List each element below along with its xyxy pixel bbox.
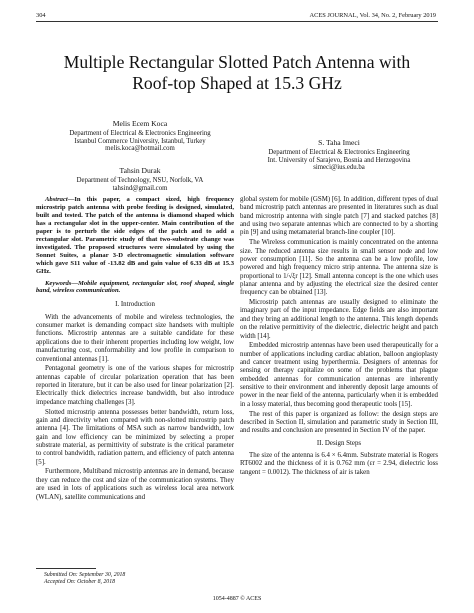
title-line-1: Multiple Rectangular Slotted Patch Antenna with bbox=[63, 52, 411, 72]
paragraph: Microstrip patch antennas are usually designed to eliminate the imaginary part of the input impedance. Edge fields are also important and they bring an additional length to the antenna. This length depends on the relative permittivity of the dielectric, dielectric height and patch width [14]. bbox=[240, 299, 438, 340]
footnote bbox=[44, 572, 125, 586]
left-column bbox=[36, 196, 234, 503]
page-number: 304 bbox=[36, 12, 46, 19]
footnote-divider bbox=[36, 568, 96, 569]
journal-header: ACES JOURNAL, Vol. 34, No. 2, February 2019 bbox=[309, 12, 436, 19]
author-affiliation: Istanbul Commerce University, Istanbul, Turkey bbox=[74, 137, 206, 145]
section-heading-introduction: I. Introduction bbox=[115, 301, 155, 309]
paragraph: Furthermore, Multiband microstrip antennas are in demand, because they can reduce the cost and size of the communication systems. They are used in lots of applications such as wireless local area network (WLAN), satellite communications and bbox=[36, 468, 234, 501]
abstract-label: Abstract bbox=[45, 196, 68, 203]
author-affiliation: Int. University of Sarajevo, Bosnia and Herzegovina bbox=[267, 156, 411, 164]
author-email: melis.koca@hotmail.com bbox=[105, 145, 175, 153]
paragraph: The size of the antenna is 6.4 × 6.4mm. Substrate material is Rogers RT6002 and the thickness of it is 0.762 mm (εr = 2.94, dielectric loss tangent = 0.0012). The thickness of air is taken bbox=[240, 451, 438, 476]
paragraph: global system for mobile (GSM) [6]. In addition, different types of dual band microstrip patch antennas are presented in literatures such as dual band microstrip antenna with single patch [7] and stacked patches [8] and using two separate antennas which are connected to by a shorting pin [9] and using metamaterial branch-line coupler [10]. bbox=[240, 196, 438, 237]
author-name: Tahsin Durak bbox=[119, 166, 161, 175]
author-block-1 bbox=[40, 120, 240, 153]
author-affiliation: Department of Technology, NSU, Norfolk, VA bbox=[76, 176, 204, 184]
author-name: S. Taha Imeci bbox=[318, 138, 360, 147]
copyright-footer: 1054-4887 © ACES bbox=[212, 596, 262, 602]
paper-title bbox=[40, 52, 434, 94]
author-email: simeci@ius.edu.ba bbox=[313, 164, 365, 172]
abstract-text: —In this paper, a compact sized, high frequency microstrip patch antenna with probe feeding is designed, simulated, built and tested. The patch of the antenna is diamond shaped which has a rectangular slot in the upper-center. Main contribution of the paper is to perturb the side edges of the patch and to add a rectangular slot. Parametric study of that two-substrate change was investigated. The proposed structures were simulated by using the Sonnet Suites, a planar 3-D electromagnetic simulation software which gave S11 value of -13.82 dB and gain value of 6.33 dB at 15.3 GHz. bbox=[36, 196, 234, 275]
author-affiliation: Department of Electrical & Electronics Engineering bbox=[69, 129, 211, 137]
submitted-date: Submitted On: September 30, 2018 bbox=[44, 572, 126, 578]
right-column bbox=[240, 196, 438, 479]
title-line-2: Roof-top Shaped at 15.3 GHz bbox=[132, 72, 342, 93]
section-heading-design-steps: II. Design Steps bbox=[316, 439, 362, 447]
paragraph: With the advancements of mobile and wireless technologies, the consumer market is demanding compact size handsets with multiple functions. Microstrip antennas are a suitable candidate for these applications due to their inherent properties including low weight, low manufacturing cost, conformability and low profile in comparison to conventional antennas [1]. bbox=[36, 313, 234, 363]
paragraph: Slotted microstrip antenna possesses better bandwidth, return loss, gain and directivity when compared with non-slotted microstrip patch antenna [4]. The limitations of MSA such as narrow bandwidth, low gain and low efficiency can be minimized by selecting a proper substrate material, as permittivity of substrate is the critical parameter to control bandwidth, radiation pattern, and efficiency of patch antenna [5]. bbox=[36, 408, 234, 466]
paragraph: The Wireless communication is mainly concentrated on the antenna size. The reduced antenna size results in small sensor node and low power consumption [11]. So the antenna can be a low profile, low powered and high frequency micro strip antenna. The antenna size is proportional to 1/√ξr [12]. Small antenna concept is the one which uses planar antenna and by adjusting the electrical size the desired center frequency can be obtained [13]. bbox=[240, 239, 438, 297]
keywords bbox=[36, 280, 234, 296]
abstract bbox=[36, 196, 234, 276]
paragraph: Embedded microstrip antennas have been used therapeutically for a number of applications including cardiac ablation, balloon angioplasty and cancer treatment using hyperthermia. Designers of antennas for sensing or therapy capitalize on some of the problems that plague embedded antennas for communication antennas are inherently sensitive to their environment and inherently deposit large amounts of power in the near field of the antenna, particularly when it is embedded in a lossy material, thus becoming good therapeutic tools [15]. bbox=[240, 342, 438, 408]
accepted-date: Accepted On: October 8, 2018 bbox=[44, 579, 115, 585]
author-block-2 bbox=[40, 167, 240, 192]
paragraph: Pentagonal geometry is one of the various shapes for microstrip antennas capable of circular polarization operation that has been reported in literature, but it can be also used for linear polarization [2]. Electrically thick dielectrics increase bandwidth, but also introduce impedance matching challenges [3]. bbox=[36, 365, 234, 406]
keywords-text: —Mobile equipment, rectangular slot, roof shaped, single band, wireless communication. bbox=[36, 279, 234, 295]
paragraph: The rest of this paper is organized as follow: the design steps are described in Section II, simulation and parametric study in Section III, and results and conclusion are presented in Section IV of the paper. bbox=[240, 410, 438, 435]
author-email: tahsind@gmail.com bbox=[112, 184, 168, 192]
header-divider bbox=[36, 21, 438, 22]
author-name: Melis Ecem Koca bbox=[112, 119, 168, 128]
keywords-label: Keywords bbox=[45, 279, 72, 287]
author-block-3 bbox=[240, 139, 438, 172]
author-affiliation: Department of Electrical & Electronics Engineering bbox=[268, 148, 410, 156]
